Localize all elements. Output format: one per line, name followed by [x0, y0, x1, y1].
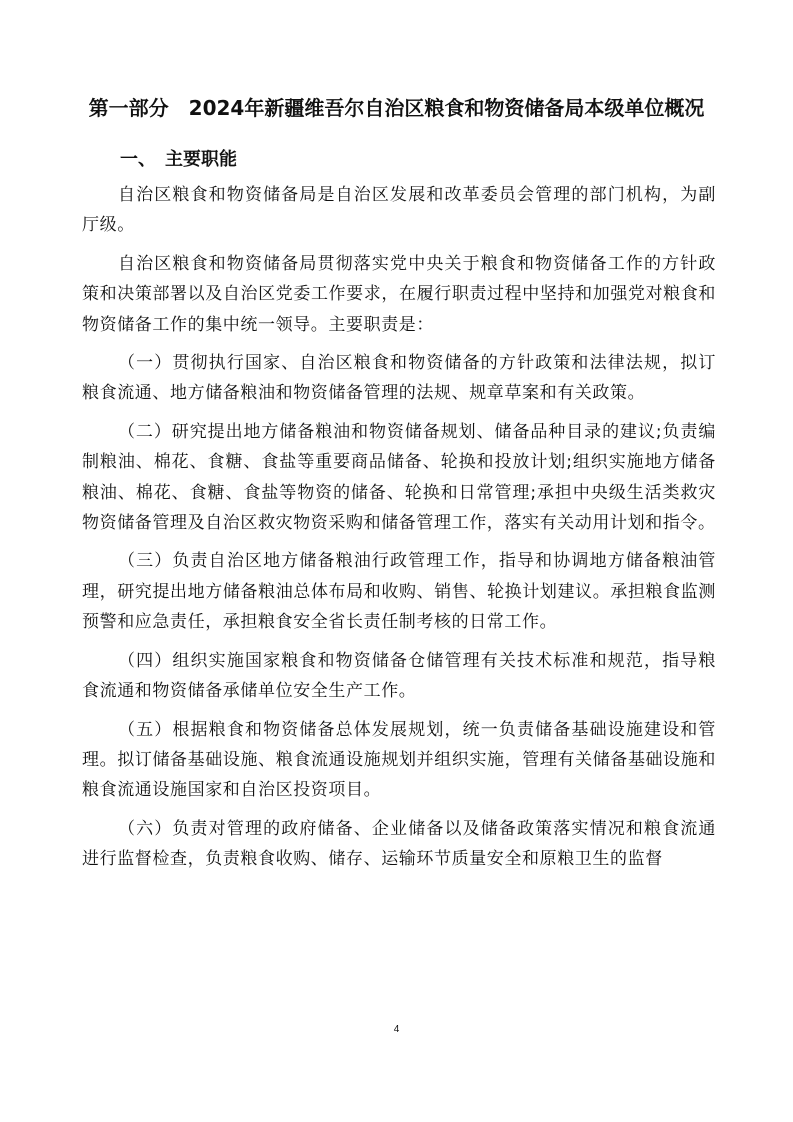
page-number: 4: [393, 1024, 400, 1035]
paragraph: （五）根据粮食和物资储备总体发展规划，统一负责储备基础设施建设和管理。拟订储备基础设施、粮食流通设施规划并组织实施，管理有关储备基础设施和粮食流通设施国家和自治区投资项目。: [82, 719, 716, 801]
paragraph: （六）负责对管理的政府储备、企业储备以及储备政策落实情况和粮食流通进行监督检查，负责粮食收购、储存、运输环节质量安全和原粮卫生的监督: [82, 818, 716, 870]
paragraph: 自治区粮食和物资储备局是自治区发展和改革委员会管理的部门机构，为副厅级。: [82, 185, 716, 236]
paragraph: （四）组织实施国家粮食和物资储备仓储管理有关技术标准和规范，指导粮食流通和物资储备承储单位安全生产工作。: [82, 650, 716, 702]
paragraph: （三）负责自治区地方储备粮油行政管理工作，指导和协调地方储备粮油管理，研究提出地方储备粮油总体布局和收购、销售、轮换计划建议。承担粮食监测预警和应急责任，承担粮食安全省长责任制考核的日常工作。: [82, 551, 716, 633]
paragraph: （一）贯彻执行国家、自治区粮食和物资储备的方针政策和法律法规，拟订粮食流通、地方储备粮油和物资储备管理的法规、规章草案和有关政策。: [82, 353, 716, 404]
paragraph: 自治区粮食和物资储备局贯彻落实党中央关于粮食和物资储备工作的方针政策和决策部署以及自治区党委工作要求，在履行职责过程中坚持和加强党对粮食和物资储备工作的集中统一领导。主要职责是：: [82, 253, 716, 335]
section-heading: 一、 主要职能: [120, 149, 237, 170]
body-text: [82, 180, 716, 883]
page-title: 第一部分 2024年新疆维吾尔自治区粮食和物资储备局本级单位概况: [88, 96, 705, 120]
paragraph: （二）研究提出地方储备粮油和物资储备规划、储备品种目录的建议;负责编制粮油、棉花、食糖、食盐等重要商品储备、轮换和投放计划;组织实施地方储备粮油、棉花、食糖、食盐等物资的储备、轮换和日常管理;承担中央级生活类救灾物资储备管理及自治区救灾物资采购和储备管理工作，落实有关动用计划和指令。: [82, 421, 716, 534]
